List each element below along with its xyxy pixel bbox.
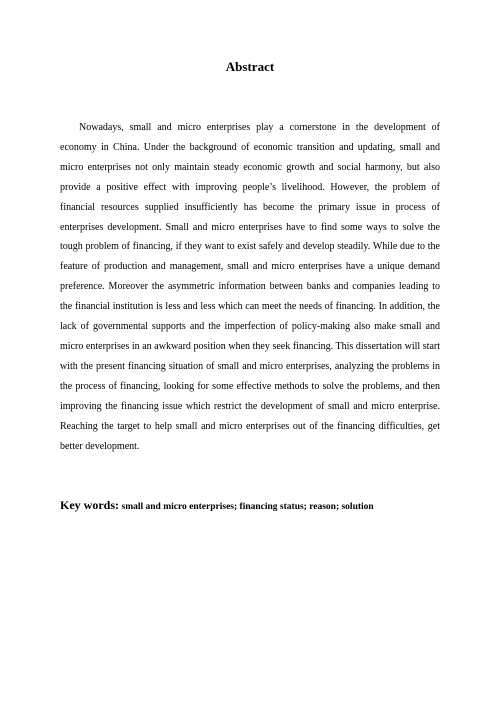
keywords-label: Key words: [60, 498, 119, 512]
keywords-list: small and micro enterprises; financing status; reason; solution [121, 502, 374, 512]
abstract-body-paragraph: Nowadays, small and micro enterprises play a cornerstone in the development of economy in China. Under the background of economic transition and updating, small and micro enterprises not only maintain steady economic growth and social harmony, but also provide a positive effect with improving people’s livelihood. However, the problem of financial resources supplied insufficiently has become the primary issue in process of enterprises development. Small and micro enterprises have to find some ways to solve the tough problem of financing, if they want to exist safely and develop steadily. While due to the feature of production and management, small and micro enterprises have a unique demand preference. Moreover the asymmetric information between banks and companies leading to the financial institution is less and less which can meet the needs of financing. In addition, the lack of governmental supports and the imperfection of policy-making also make small and micro enterprises in an awkward position when they seek financing. This dissertation will start with the present financing situation of small and micro enterprises, analyzing the problems in the process of financing, looking for some effective methods to solve the problems, and then improving the financing issue which restrict the development of small and micro enterprise. Reaching the target to help small and micro enterprises out of the financing difficulties, get better development. [60, 122, 440, 452]
abstract-title: Abstract [225, 59, 275, 74]
keywords-line [60, 497, 450, 515]
